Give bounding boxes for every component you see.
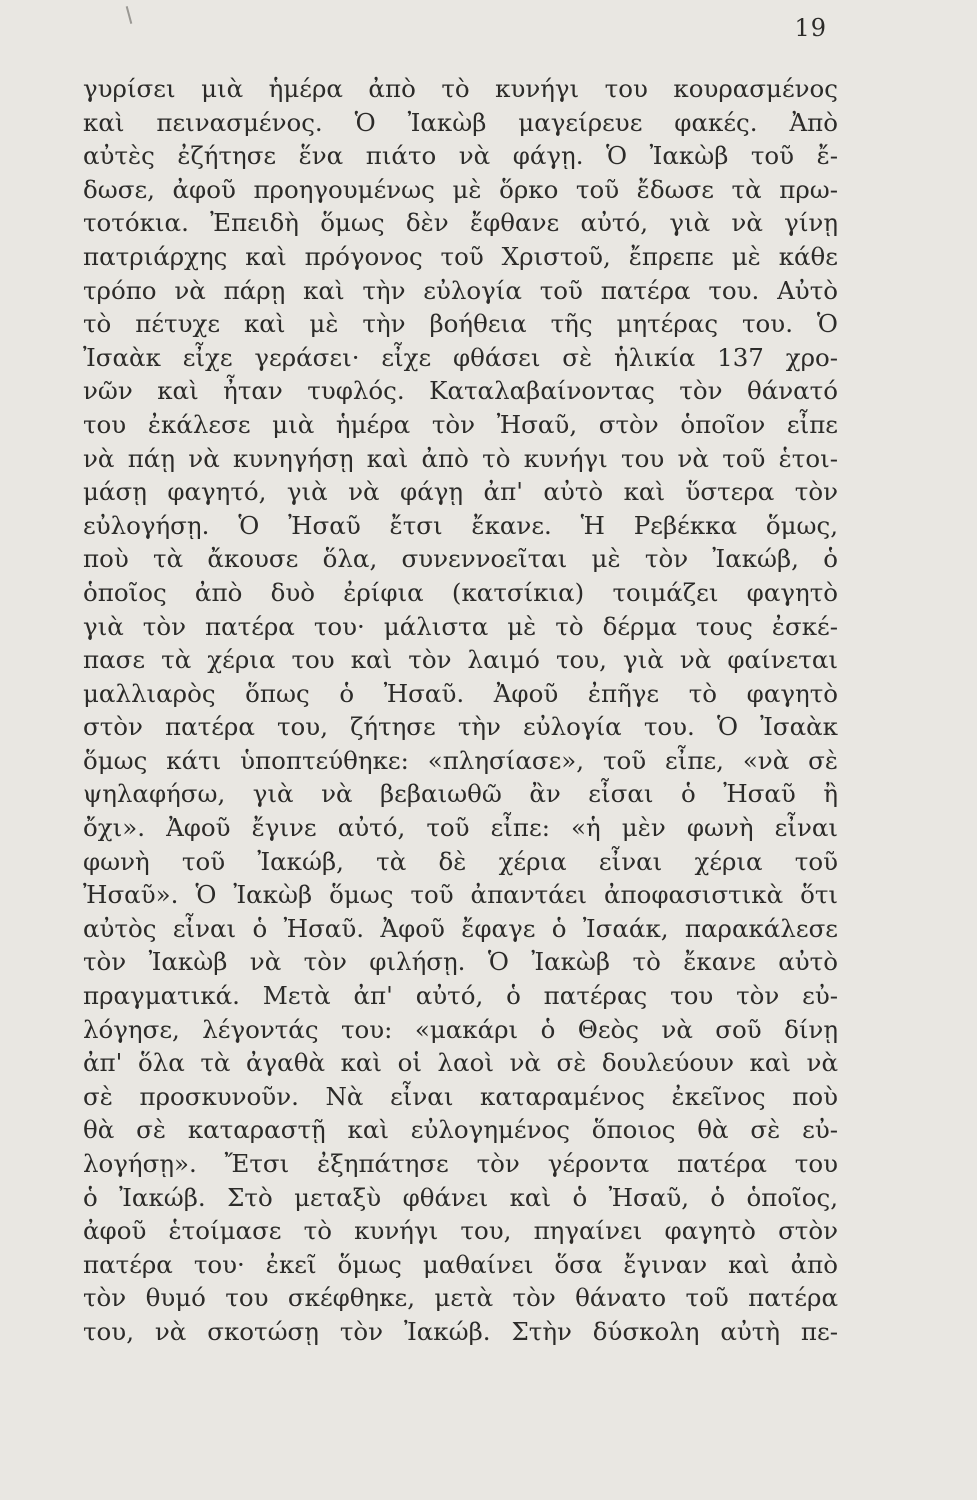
text-line: λόγησε, λέγοντάς του: «μακάρι ὁ Θεὸς νὰ σοῦ δίνῃ <box>83 1014 838 1044</box>
text-line: τὸ πέτυχε καὶ μὲ τὴν βοήθεια τῆς μητέρας του. Ὁ <box>83 309 838 339</box>
text-line: θὰ σὲ καταραστῇ καὶ εὐλογημένος ὅποιος θὰ σὲ εὐ- <box>83 1115 838 1145</box>
text-line: ὁποῖος ἀπὸ δυὸ ἐρίφια (κατσίκια) τοιμάζει φαγητὸ <box>83 577 838 607</box>
text-line: λογήσῃ». Ἔτσι ἐξηπάτησε τὸν γέροντα πατέρα του <box>83 1149 838 1178</box>
text-line: μαλλιαρὸς ὅπως ὁ Ἠσαῦ. Ἀφοῦ ἐπῆγε τὸ φαγητὸ <box>83 678 838 708</box>
text-line: στὸν πατέρα του, ζήτησε τὴν εὐλογία του. Ὁ Ἰσαὰκ <box>83 712 838 742</box>
text-line: πατέρα του· ἐκεῖ ὅμως μαθαίνει ὅσα ἔγιναν καὶ ἀπὸ <box>83 1249 838 1279</box>
text-line: τοτόκια. Ἐπειδὴ ὅμως δὲν ἔφθανε αὐτό, γιὰ νὰ γίνῃ <box>83 208 838 238</box>
page-mark <box>126 6 133 24</box>
text-line: εὐλογήσῃ. Ὁ Ἠσαῦ ἔτσι ἔκανε. Ἡ Ρεβέκκα ὅμως, <box>83 510 838 540</box>
text-line: τὸν θυμό του σκέφθηκε, μετὰ τὸν θάνατο τοῦ πατέρα <box>83 1283 838 1313</box>
text-line: νῶν καὶ ἦταν τυφλός. Καταλαβαίνοντας τὸν θάνατό <box>83 376 838 406</box>
text-line: πασε τὰ χέρια του καὶ τὸν λαιμό του, γιὰ νὰ φαίνεται <box>83 645 838 675</box>
page-number: 19 <box>794 14 827 42</box>
text-line: μάσῃ φαγητό, γιὰ νὰ φάγῃ ἀπ' αὐτὸ καὶ ὕστερα τὸν <box>83 477 838 507</box>
text-line: γιὰ τὸν πατέρα του· μάλιστα μὲ τὸ δέρμα τους ἐσκέ- <box>83 611 838 641</box>
text-line: του, νὰ σκοτώσῃ τὸν Ἰακώβ. Στὴν δύσκολη αὐτὴ πε- <box>83 1316 838 1346</box>
text-line: ὁ Ἰακώβ. Στὸ μεταξὺ φθάνει καὶ ὁ Ἠσαῦ, ὁ ὁποῖος, <box>83 1182 838 1212</box>
text-line: ψηλαφήσω, γιὰ νὰ βεβαιωθῶ ἂν εἶσαι ὁ Ἠσαῦ ἢ <box>83 779 838 809</box>
text-line: δωσε, ἀφοῦ προηγουμένως μὲ ὅρκο τοῦ ἔδωσε τὰ πρω- <box>83 174 838 204</box>
text-line: Ἠσαῦ». Ὁ Ἰακὼβ ὅμως τοῦ ἀπαντάει ἀποφασιστικὰ ὅτι <box>83 880 838 910</box>
text-line: τρόπο νὰ πάρῃ καὶ τὴν εὐλογία τοῦ πατέρα του. Αὐτὸ <box>83 275 838 305</box>
text-line: πραγματικά. Μετὰ ἀπ' αὐτό, ὁ πατέρας του τὸν εὐ- <box>83 981 838 1011</box>
text-line: καὶ πεινασμένος. Ὁ Ἰακὼβ μαγείρευε φακές. Ἀπὸ <box>83 107 838 137</box>
text-line: νὰ πάῃ νὰ κυνηγήσῃ καὶ ἀπὸ τὸ κυνήγι του νὰ τοῦ ἑτοι- <box>83 443 838 473</box>
text-line: γυρίσει μιὰ ἡμέρα ἀπὸ τὸ κυνήγι του κουρασμένος <box>83 74 838 103</box>
text-line: ἀφοῦ ἑτοίμασε τὸ κυνήγι του, πηγαίνει φαγητὸ στὸν <box>83 1216 838 1246</box>
text-line: ἀπ' ὅλα τὰ ἀγαθὰ καὶ οἱ λαοὶ νὰ σὲ δουλεύουν καὶ νὰ <box>83 1048 838 1078</box>
text-line: αὐτὸς εἶναι ὁ Ἠσαῦ. Ἀφοῦ ἔφαγε ὁ Ἰσαάκ, παρακάλεσε <box>83 913 838 943</box>
text-line: τὸν Ἰακὼβ νὰ τὸν φιλήσῃ. Ὁ Ἰακὼβ τὸ ἔκανε αὐτὸ <box>83 947 838 977</box>
body-text <box>83 72 838 1349</box>
text-line: αὐτὲς ἐζήτησε ἕνα πιάτο νὰ φάγῃ. Ὁ Ἰακὼβ τοῦ ἔ- <box>83 141 838 171</box>
text-line: ὄχι». Ἀφοῦ ἔγινε αὐτό, τοῦ εἶπε: «ἡ μὲν φωνὴ εἶναι <box>83 813 838 843</box>
text-line: σὲ προσκυνοῦν. Νὰ εἶναι καταραμένος ἐκεῖνος ποὺ <box>83 1081 838 1111</box>
text-line: φωνὴ τοῦ Ἰακώβ, τὰ δὲ χέρια εἶναι χέρια τοῦ <box>83 846 838 876</box>
text-line: ὅμως κάτι ὑποπτεύθηκε: «πλησίασε», τοῦ εἶπε, «νὰ σὲ <box>83 745 838 775</box>
text-line: του ἐκάλεσε μιὰ ἡμέρα τὸν Ἠσαῦ, στὸν ὁποῖον εἶπε <box>83 409 838 439</box>
text-line: ποὺ τὰ ἄκουσε ὅλα, συνεννοεῖται μὲ τὸν Ἰακώβ, ὁ <box>83 544 838 574</box>
text-line: Ἰσαὰκ εἶχε γεράσει· εἶχε φθάσει σὲ ἡλικία 137 χρο- <box>83 342 838 372</box>
text-line: πατριάρχης καὶ πρόγονος τοῦ Χριστοῦ, ἔπρεπε μὲ κάθε <box>83 241 838 271</box>
